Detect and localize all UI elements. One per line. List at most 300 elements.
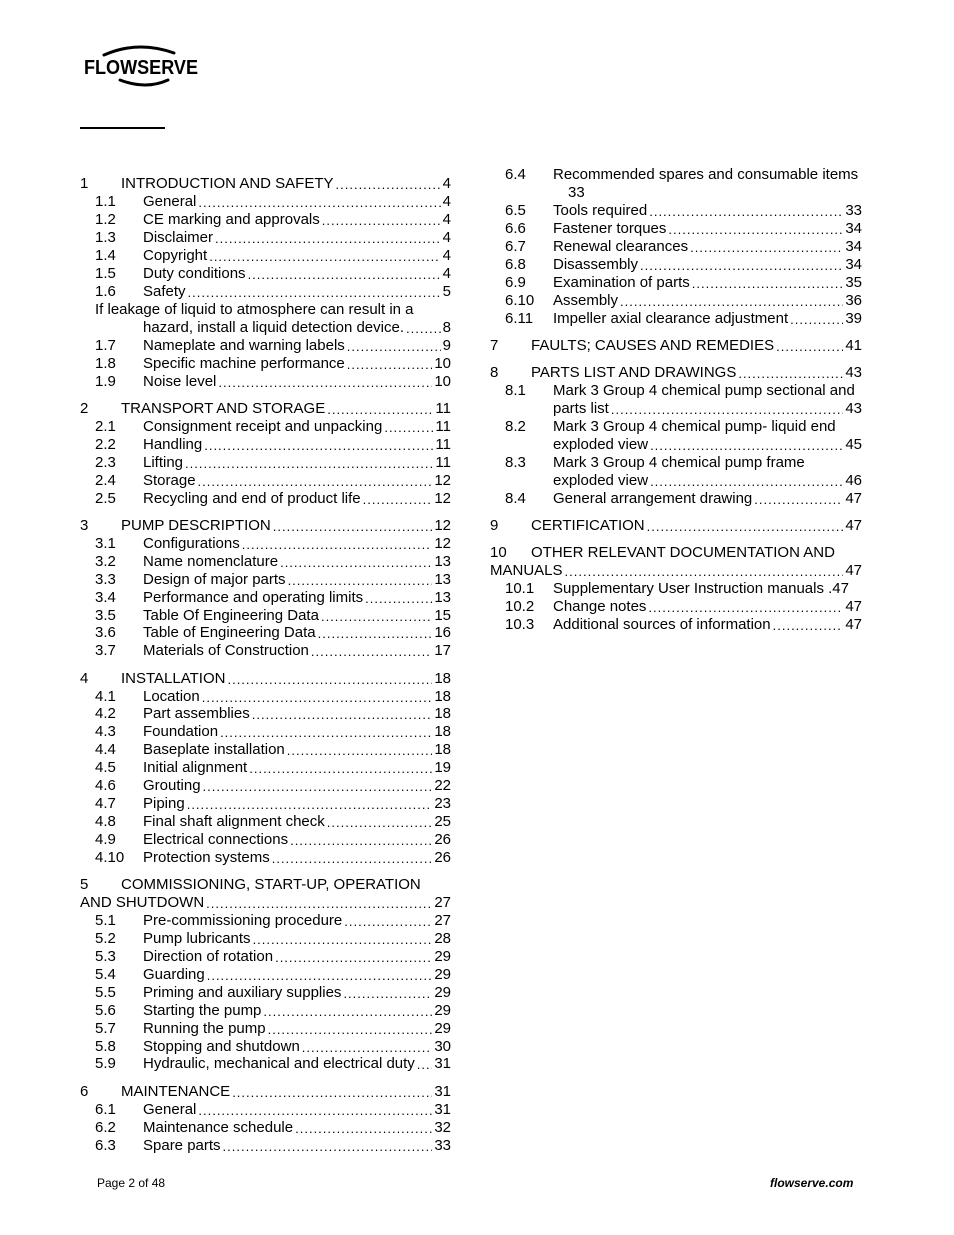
toc-page-number: 32: [434, 1119, 451, 1136]
toc-title: Storage: [143, 472, 196, 489]
dot-leader: [288, 573, 433, 589]
toc-page-number: 27: [434, 912, 451, 929]
dot-leader: [565, 564, 844, 580]
dot-leader: [249, 761, 432, 777]
dot-leader: [280, 555, 432, 571]
toc-title: OTHER RELEVANT DOCUMENTATION AND: [531, 544, 835, 561]
toc-title: General arrangement drawing: [553, 490, 753, 507]
toc-page-number: 4: [442, 265, 451, 282]
toc-title: Location: [143, 688, 200, 705]
dot-leader: [327, 402, 433, 418]
toc-number: 1.6: [95, 283, 116, 300]
dot-leader: [650, 438, 843, 454]
toc-title: PUMP DESCRIPTION: [121, 517, 271, 534]
toc-page-number: 35: [845, 274, 862, 291]
toc-number: 1.1: [95, 193, 116, 210]
toc-entry-continuation[interactable]: [80, 894, 451, 912]
dot-leader: [611, 402, 843, 418]
toc-title: Supplementary User Instruction manuals .47: [553, 580, 849, 597]
toc-entry-5-3[interactable]: [95, 948, 451, 966]
toc-entry-5-1[interactable]: [95, 912, 451, 930]
toc-page-number: 15: [434, 607, 451, 624]
toc-number: 6.3: [95, 1137, 116, 1154]
toc-title: Fastener torques: [553, 220, 667, 237]
toc-number: 4.4: [95, 741, 116, 758]
toc-entry-10[interactable]: [490, 544, 862, 562]
toc-number: 6: [80, 1083, 89, 1100]
dot-leader: [209, 249, 440, 265]
toc-number: 4.6: [95, 777, 116, 794]
toc-number: 8.2: [505, 418, 526, 435]
toc-entry-10-3[interactable]: [505, 616, 862, 634]
toc-entry-7[interactable]: [490, 337, 862, 355]
toc-page-number: 11: [435, 436, 451, 453]
dot-leader: [232, 1085, 432, 1101]
toc-entry-2-5[interactable]: [95, 490, 451, 508]
toc-page-number: 9: [442, 337, 451, 354]
toc-page-number: 18: [434, 741, 451, 758]
dot-leader: [227, 672, 432, 688]
dot-leader: [384, 420, 433, 436]
toc-entry-2[interactable]: [80, 400, 451, 418]
toc-title: Safety: [143, 283, 186, 300]
toc-title: Lifting: [143, 454, 184, 471]
dot-leader: [363, 492, 433, 508]
toc-page-number: 34: [845, 238, 862, 255]
toc-number: 1.5: [95, 265, 116, 282]
toc-page-number: 31: [434, 1083, 451, 1100]
toc-entry-1-3[interactable]: [95, 229, 451, 247]
toc-entry-6-5[interactable]: [505, 202, 862, 220]
toc-page-number: 4: [442, 175, 451, 192]
dot-leader: [206, 896, 432, 912]
toc-number: 3.4: [95, 589, 116, 606]
toc-title: Consignment receipt and unpacking: [143, 418, 383, 435]
dot-leader: [290, 833, 432, 849]
dot-leader: [365, 591, 432, 607]
toc-entry-4[interactable]: [80, 670, 451, 688]
toc-title: hazard, install a liquid detection device.: [143, 319, 404, 336]
toc-entry-continuation[interactable]: [553, 400, 862, 418]
dot-leader: [343, 986, 432, 1002]
toc-entry-3-1[interactable]: [95, 535, 451, 553]
toc-number: 10.1: [505, 580, 535, 597]
toc-page-number: 34: [845, 256, 862, 273]
dot-leader: [198, 474, 433, 490]
toc-entry-8-3[interactable]: [505, 454, 862, 472]
toc-title: Tools required: [553, 202, 648, 219]
dot-leader: [647, 519, 844, 535]
toc-title: Recycling and end of product life: [143, 490, 361, 507]
toc-title: Table of Engineering Data: [143, 624, 316, 641]
toc-page-number: 17: [434, 642, 451, 659]
toc-title: Hydraulic, mechanical and electrical duty: [143, 1055, 415, 1072]
toc-number: 6.2: [95, 1119, 116, 1136]
toc-page-number: 5: [442, 283, 451, 300]
toc-entry-6-10[interactable]: [505, 292, 862, 310]
dot-leader: [318, 626, 433, 642]
toc-page-number: 30: [434, 1038, 451, 1055]
toc-title: Noise level: [143, 373, 217, 390]
dot-leader: [417, 1057, 433, 1073]
toc-title: INTRODUCTION AND SAFETY: [121, 175, 334, 192]
toc-title: Additional sources of information: [553, 616, 771, 633]
dot-leader: [198, 1103, 432, 1119]
dot-leader: [295, 1121, 432, 1137]
dot-leader: [347, 357, 433, 373]
toc-title: Disassembly: [553, 256, 639, 273]
toc-number: 3.1: [95, 535, 116, 552]
toc-entry-10-2[interactable]: [505, 598, 862, 616]
toc-number: 1.7: [95, 337, 116, 354]
toc-title: Assembly: [553, 292, 619, 309]
toc-entry-continuation[interactable]: [95, 301, 451, 319]
toc-title: Final shaft alignment check: [143, 813, 325, 830]
toc-number: 1.3: [95, 229, 116, 246]
toc-number: 8.4: [505, 490, 526, 507]
toc-entry-continuation[interactable]: [553, 472, 862, 490]
toc-page-number: 4: [442, 229, 451, 246]
toc-entry-3-7[interactable]: [95, 642, 451, 660]
toc-entry-5[interactable]: [80, 876, 451, 894]
toc-number: 8: [490, 364, 499, 381]
toc-page-number: 16: [434, 624, 451, 641]
dot-leader: [321, 609, 432, 625]
toc-title: Starting the pump: [143, 1002, 262, 1019]
toc-page-number: 28: [434, 930, 451, 947]
toc-entry-4-9[interactable]: [95, 831, 451, 849]
toc-number: 5.4: [95, 966, 116, 983]
toc-page-number: 18: [434, 688, 451, 705]
dot-leader: [187, 797, 433, 813]
toc-number: 1.2: [95, 211, 116, 228]
dot-leader: [650, 474, 843, 490]
toc-title: 33: [568, 184, 585, 201]
toc-entry-2-1[interactable]: [95, 418, 451, 436]
toc-title: Part assemblies: [143, 705, 250, 722]
dot-leader: [344, 914, 432, 930]
dot-leader: [248, 267, 441, 283]
toc-entry-5-7[interactable]: [95, 1020, 451, 1038]
toc-title: Materials of Construction: [143, 642, 309, 659]
toc-title: Electrical connections: [143, 831, 289, 848]
toc-title: Baseplate installation: [143, 741, 285, 758]
toc-entry-4-4[interactable]: [95, 741, 451, 759]
toc-entry-6-1[interactable]: [95, 1101, 451, 1119]
dot-leader: [738, 366, 843, 382]
toc-entry-4-8[interactable]: [95, 813, 451, 831]
toc-entry-1-1[interactable]: [95, 193, 451, 211]
toc-number: 4.7: [95, 795, 116, 812]
toc-number: 4.9: [95, 831, 116, 848]
toc-entry-6-4[interactable]: [505, 166, 862, 184]
dot-leader: [215, 231, 441, 247]
toc-title: Change notes: [553, 598, 647, 615]
dot-leader: [620, 294, 843, 310]
dot-leader: [268, 1022, 433, 1038]
toc-entry-3-2[interactable]: [95, 553, 451, 571]
toc-number: 4.5: [95, 759, 116, 776]
page-number: Page 2 of 48: [97, 1176, 166, 1190]
toc-number: 4.3: [95, 723, 116, 740]
toc-entry-continuation[interactable]: [490, 562, 862, 580]
toc-number: 7: [490, 337, 499, 354]
toc-entry-continuation[interactable]: [143, 319, 451, 337]
toc-title: PARTS LIST AND DRAWINGS: [531, 364, 737, 381]
toc-page-number: 39: [845, 310, 862, 327]
toc-page-number: 4: [442, 193, 451, 210]
toc-entry-1[interactable]: [80, 175, 451, 193]
toc-number: 5.6: [95, 1002, 116, 1019]
dot-leader: [253, 932, 433, 948]
dot-leader: [406, 321, 441, 337]
toc-page-number: 26: [434, 831, 451, 848]
dot-leader: [327, 815, 433, 831]
toc-title: MANUALS: [490, 562, 563, 579]
toc-entry-6-3[interactable]: [95, 1137, 451, 1155]
toc-entry-8[interactable]: [490, 364, 862, 382]
toc-number: 3.6: [95, 624, 116, 641]
toc-entry-3-5[interactable]: [95, 607, 451, 625]
toc-page-number: 31: [434, 1055, 451, 1072]
toc-number: 5.2: [95, 930, 116, 947]
toc-entry-3-4[interactable]: [95, 589, 451, 607]
toc-number: 6.10: [505, 292, 535, 309]
toc-title: Handling: [143, 436, 203, 453]
toc-entry-1-7[interactable]: [95, 337, 451, 355]
toc-entry-1-9[interactable]: [95, 373, 451, 391]
toc-page-number: 29: [434, 984, 451, 1001]
toc-title: Design of major parts: [143, 571, 286, 588]
toc-page-number: 11: [435, 400, 451, 417]
toc-page-number: 29: [434, 1020, 451, 1037]
toc-number: 10.2: [505, 598, 535, 615]
toc-title: Name nomenclature: [143, 553, 279, 570]
toc-entry-10-1[interactable]: [505, 580, 862, 598]
toc-entry-4-6[interactable]: [95, 777, 451, 795]
toc-entry-5-6[interactable]: [95, 1002, 451, 1020]
toc-title: Examination of parts: [553, 274, 690, 291]
toc-number: 1: [80, 175, 89, 192]
toc-title: exploded view: [553, 436, 649, 453]
toc-page-number: 46: [845, 472, 862, 489]
toc-entry-continuation[interactable]: [568, 184, 862, 202]
toc-title: MAINTENANCE: [121, 1083, 231, 1100]
logo-wordmark: FLOWSERVE: [84, 57, 198, 79]
toc-number: 8.1: [505, 382, 526, 399]
toc-entry-5-9[interactable]: [95, 1055, 451, 1073]
toc-number: 6.6: [505, 220, 526, 237]
toc-page-number: 12: [434, 472, 451, 489]
toc-entry-6-11[interactable]: [505, 310, 862, 328]
toc-page-number: 12: [434, 535, 451, 552]
toc-entry-5-4[interactable]: [95, 966, 451, 984]
toc-number: 10: [490, 544, 507, 561]
toc-page-number: 18: [434, 670, 451, 687]
toc-entry-4-3[interactable]: [95, 723, 451, 741]
toc-number: 1.4: [95, 247, 116, 264]
toc-page-number: 22: [434, 777, 451, 794]
website: flowserve.com: [770, 1176, 854, 1190]
toc-title: Pre-commissioning procedure: [143, 912, 343, 929]
dot-leader: [207, 968, 433, 984]
toc-title: Renewal clearances: [553, 238, 689, 255]
toc-entry-5-8[interactable]: [95, 1038, 451, 1056]
toc-number: 9: [490, 517, 499, 534]
toc-title: Maintenance schedule: [143, 1119, 294, 1136]
toc-page-number: 11: [435, 454, 451, 471]
toc-title: Disclaimer: [143, 229, 214, 246]
dot-leader: [790, 312, 843, 328]
toc-title: Initial alignment: [143, 759, 248, 776]
dot-leader: [220, 725, 432, 741]
toc-entry-4-10[interactable]: [95, 849, 451, 867]
toc-title: Spare parts: [143, 1137, 221, 1154]
toc-title: Piping: [143, 795, 185, 812]
toc-page-number: 12: [434, 490, 451, 507]
toc-entry-4-1[interactable]: [95, 688, 451, 706]
toc-entry-6[interactable]: [80, 1083, 451, 1101]
toc-page-number: 13: [434, 589, 451, 606]
toc-entry-1-2[interactable]: [95, 211, 451, 229]
toc-entry-3[interactable]: [80, 517, 451, 535]
toc-entry-8-1[interactable]: [505, 382, 862, 400]
dot-leader: [773, 618, 844, 634]
toc-entry-6-7[interactable]: [505, 238, 862, 256]
toc-entry-1-5[interactable]: [95, 265, 451, 283]
toc-title: Mark 3 Group 4 chemical pump sectional and: [553, 382, 855, 399]
toc-number: 3: [80, 517, 89, 534]
toc-page-number: 10: [434, 355, 451, 372]
toc-title: Nameplate and warning labels: [143, 337, 345, 354]
toc-title: Mark 3 Group 4 chemical pump- liquid end: [553, 418, 836, 435]
toc-number: 4.1: [95, 688, 116, 705]
toc-entry-1-4[interactable]: [95, 247, 451, 265]
toc-number: 5.3: [95, 948, 116, 965]
toc-number: 2.2: [95, 436, 116, 453]
toc-title: Protection systems: [143, 849, 270, 866]
toc-number: 10.3: [505, 616, 535, 633]
dot-leader: [252, 707, 433, 723]
toc-title: Running the pump: [143, 1020, 266, 1037]
toc-number: 3.5: [95, 607, 116, 624]
toc-title: Priming and auxiliary supplies: [143, 984, 342, 1001]
toc-page-number: 47: [845, 562, 862, 579]
toc-page-number: 10: [434, 373, 451, 390]
toc-page-number: 29: [434, 948, 451, 965]
dot-leader: [322, 213, 441, 229]
toc-entry-4-7[interactable]: [95, 795, 451, 813]
toc-page-number: 11: [435, 418, 451, 435]
toc-number: 2.5: [95, 490, 116, 507]
toc-entry-2-3[interactable]: [95, 454, 451, 472]
toc-entry-8-2[interactable]: [505, 418, 862, 436]
toc-page-number: 29: [434, 966, 451, 983]
toc-entry-5-2[interactable]: [95, 930, 451, 948]
toc-page-number: 31: [434, 1101, 451, 1118]
dot-leader: [692, 276, 844, 292]
dot-leader: [185, 456, 433, 472]
toc-title: CE marking and approvals: [143, 211, 320, 228]
dot-leader: [302, 1040, 433, 1056]
toc-entry-continuation[interactable]: [553, 436, 862, 454]
toc-page-number: 45: [845, 436, 862, 453]
toc-title: If leakage of liquid to atmosphere can result in a: [95, 301, 414, 318]
dot-leader: [690, 240, 843, 256]
toc-number: 6.8: [505, 256, 526, 273]
toc-number: 6.1: [95, 1101, 116, 1118]
toc-page-number: 33: [434, 1137, 451, 1154]
toc-title: Specific machine performance: [143, 355, 345, 372]
flowserve-logo: [82, 42, 202, 88]
toc-entry-6-6[interactable]: [505, 220, 862, 238]
toc-page-number: 12: [434, 517, 451, 534]
toc-number: 8.3: [505, 454, 526, 471]
toc-title: Direction of rotation: [143, 948, 274, 965]
toc-entry-6-8[interactable]: [505, 256, 862, 274]
toc-page-number: 8: [442, 319, 451, 336]
toc-title: Impeller axial clearance adjustment: [553, 310, 789, 327]
toc-entry-1-8[interactable]: [95, 355, 451, 373]
dot-leader: [204, 438, 433, 454]
toc-entry-4-5[interactable]: [95, 759, 451, 777]
toc-page-number: 29: [434, 1002, 451, 1019]
toc-page-number: 43: [845, 364, 862, 381]
toc-title: exploded view: [553, 472, 649, 489]
toc-number: 1.8: [95, 355, 116, 372]
toc-title: parts list: [553, 400, 609, 417]
toc-entry-6-2[interactable]: [95, 1119, 451, 1137]
toc-entry-9[interactable]: [490, 517, 862, 535]
dot-leader: [198, 195, 440, 211]
dot-leader: [336, 177, 441, 193]
toc-number: 4.8: [95, 813, 116, 830]
toc-page-number: 47: [845, 490, 862, 507]
toc-page-number: 47: [845, 598, 862, 615]
toc-entry-5-5[interactable]: [95, 984, 451, 1002]
toc-title: Recommended spares and consumable items: [553, 166, 859, 183]
toc-title: TRANSPORT AND STORAGE: [121, 400, 326, 417]
toc-page-number: 4: [442, 247, 451, 264]
toc-number: 1.9: [95, 373, 116, 390]
toc-entry-3-6[interactable]: [95, 624, 451, 642]
toc-title: Pump lubricants: [143, 930, 251, 947]
toc-entry-3-3[interactable]: [95, 571, 451, 589]
dot-leader: [218, 375, 432, 391]
toc-number: 5: [80, 876, 89, 893]
toc-page-number: 27: [434, 894, 451, 911]
toc-entry-8-4[interactable]: [505, 490, 862, 508]
toc-entry-2-2[interactable]: [95, 436, 451, 454]
toc-entry-4-2[interactable]: [95, 705, 451, 723]
dot-leader: [223, 1139, 433, 1155]
toc-number: 3.3: [95, 571, 116, 588]
toc-number: 2.1: [95, 418, 116, 435]
toc-number: 3.7: [95, 642, 116, 659]
toc-title: AND SHUTDOWN: [80, 894, 205, 911]
dot-leader: [347, 339, 441, 355]
toc-entry-6-9[interactable]: [505, 274, 862, 292]
toc-title: General: [143, 193, 197, 210]
dot-leader: [272, 851, 433, 867]
toc-entry-2-4[interactable]: [95, 472, 451, 490]
dot-leader: [273, 519, 433, 535]
toc-number: 4.2: [95, 705, 116, 722]
dot-leader: [649, 204, 843, 220]
toc-entry-1-6[interactable]: [95, 283, 451, 301]
dot-leader: [754, 492, 843, 508]
toc-page-number: 13: [434, 553, 451, 570]
